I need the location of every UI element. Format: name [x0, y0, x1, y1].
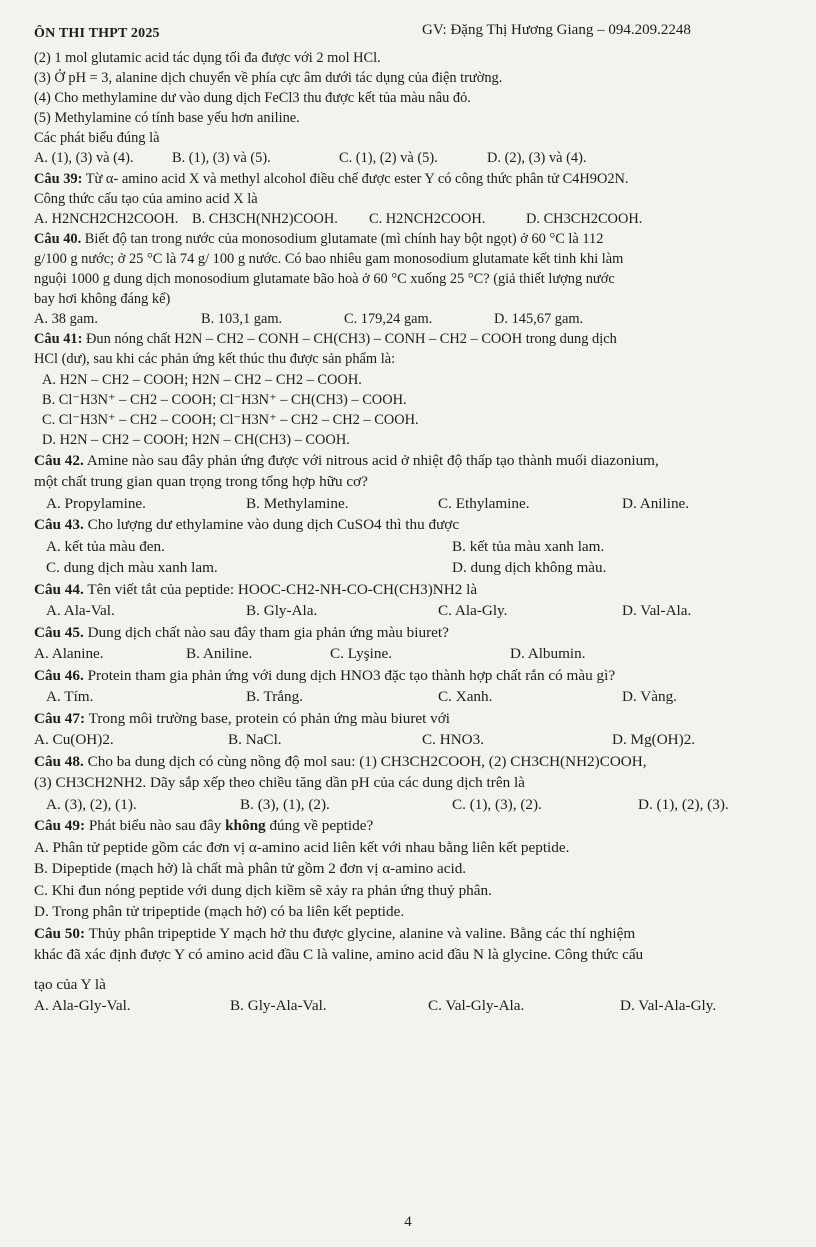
q38-option-c[interactable]: C. (1), (2) và (5). — [339, 150, 438, 167]
q47-option-c[interactable]: C. HNO3. — [422, 731, 485, 749]
q38-options — [34, 148, 802, 168]
q43-options-cd — [34, 557, 802, 579]
q50-line-1 — [34, 923, 802, 945]
q46-label: Câu 46. — [34, 666, 84, 684]
q48-option-b[interactable]: B. (3), (1), (2). — [240, 795, 330, 813]
q43-stem — [34, 514, 802, 536]
q48-label: Câu 48. — [34, 752, 84, 770]
q46-option-c[interactable]: C. Xanh. — [438, 688, 493, 706]
q40-line-2: g/100 g nước; ở 25 °C là 74 g/ 100 g nước. Có bao nhiêu gam monosodium glutamate kết tinh khi làm — [34, 250, 624, 267]
q50-text-1: Thủy phân tripeptide Y mạch hở thu được glycine, alanine và valine. Bằng các thí nghiệm — [88, 924, 636, 942]
statement-4: (4) Cho methylamine dư vào dung dịch FeCl3 thu được kết tủa màu nâu đỏ. — [34, 90, 471, 107]
q47-option-b[interactable]: B. NaCl. — [228, 731, 282, 749]
q42-option-d[interactable]: D. Aniline. — [622, 494, 690, 512]
q41-stem — [34, 329, 802, 349]
q50-options — [34, 995, 802, 1017]
q50-option-a[interactable]: A. Ala-Gly-Val. — [34, 997, 131, 1015]
q38-option-a[interactable]: A. (1), (3) và (4). — [34, 150, 134, 167]
q38-prompt: Các phát biểu đúng là — [34, 130, 160, 147]
q49-stem — [34, 815, 802, 837]
q47-stem — [34, 708, 802, 730]
q40-options — [34, 309, 802, 329]
q39-option-c[interactable]: C. H2NCH2COOH. — [369, 210, 486, 227]
q42-option-b[interactable]: B. Methylamine. — [246, 494, 349, 512]
q46-option-b[interactable]: B. Trắng. — [246, 688, 303, 706]
q44-stem — [34, 579, 802, 601]
q47-text: Trong môi trường base, protein có phản ứng màu biuret với — [88, 709, 450, 727]
q46-option-d[interactable]: D. Vàng. — [622, 688, 677, 706]
q46-stem — [34, 665, 802, 687]
q42-text-1: Amine nào sau đây phản ứng được với nitrous acid ở nhiệt độ thấp tạo thành muối diazonium, — [86, 451, 659, 469]
q50-label: Câu 50: — [34, 924, 86, 942]
q40-option-b[interactable]: B. 103,1 gam. — [201, 311, 283, 328]
q48-options — [34, 794, 802, 816]
q40-option-a[interactable]: A. 38 gam. — [34, 311, 98, 328]
q45-option-a[interactable]: A. Alanine. — [34, 645, 104, 663]
q46-text: Protein tham gia phản ứng với dung dịch HNO3 đặc tạo thành hợp chất rắn có màu gì? — [87, 666, 616, 684]
q49-text-post: đúng về peptide? — [265, 817, 374, 835]
q48-option-d[interactable]: D. (1), (2), (3). — [638, 795, 729, 813]
q45-options — [34, 643, 802, 665]
q43-option-b[interactable]: B. kết tủa màu xanh lam. — [452, 537, 605, 555]
q45-option-d[interactable]: D. Albumin. — [510, 645, 586, 663]
q48-option-a[interactable]: A. (3), (2), (1). — [46, 795, 137, 813]
question-list — [34, 48, 802, 1017]
q43-option-a[interactable]: A. kết tủa màu đen. — [46, 537, 165, 555]
q50-option-d[interactable]: D. Val-Ala-Gly. — [620, 997, 717, 1015]
q45-option-c[interactable]: C. Lyşine. — [330, 645, 393, 663]
header-title: ÔN THI THPT 2025 — [34, 26, 160, 41]
q43-text: Cho lượng dư ethylamine vào dung dịch CuSO4 thì thu được — [87, 516, 460, 534]
q39-text: Từ α- amino acid X và methyl alcohol điều chế được ester Y có công thức phân tử C4H9O2N. — [85, 170, 629, 187]
q39-stem — [34, 169, 802, 189]
statement-3: (3) Ở pH = 3, alanine dịch chuyển về phía cực âm dưới tác dụng của điện trường. — [34, 70, 503, 87]
q50-option-b[interactable]: B. Gly-Ala-Val. — [230, 997, 327, 1015]
page-header — [34, 22, 798, 48]
q41-option-d[interactable]: D. H2N – CH2 – COOH; H2N – CH(CH3) – COOH. — [42, 431, 350, 448]
q42-option-a[interactable]: A. Propylamine. — [46, 494, 146, 512]
q42-options — [34, 493, 802, 515]
q44-option-d[interactable]: D. Val-Ala. — [622, 602, 692, 620]
q49-label: Câu 49: — [34, 817, 86, 835]
q39-label: Câu 39: — [34, 170, 83, 187]
q47-option-d[interactable]: D. Mg(OH)2. — [612, 731, 696, 749]
q39-option-d[interactable]: D. CH3CH2COOH. — [526, 210, 643, 227]
q49-option-d[interactable]: D. Trong phân tử tripeptide (mạch hở) có ba liên kết peptide. — [34, 903, 405, 921]
q44-label: Câu 44. — [34, 580, 84, 598]
q38-option-d[interactable]: D. (2), (3) và (4). — [487, 150, 587, 167]
q39-options — [34, 209, 802, 229]
q41-option-c[interactable]: C. Cl⁻H3N⁺ – CH2 – COOH; Cl⁻H3N⁺ – CH2 – CH2 – COOH. — [42, 411, 419, 428]
q42-line-1 — [34, 450, 802, 472]
q39-option-a[interactable]: A. H2NCH2CH2COOH. — [34, 210, 179, 227]
q44-option-a[interactable]: A. Ala-Val. — [46, 602, 115, 620]
q40-option-d[interactable]: D. 145,67 gam. — [494, 311, 584, 328]
q46-option-a[interactable]: A. Tím. — [46, 688, 94, 706]
q39-option-b[interactable]: B. CH3CH(NH2)COOH. — [192, 210, 338, 227]
q41-label: Câu 41: — [34, 331, 83, 348]
q44-option-b[interactable]: B. Gly-Ala. — [246, 602, 318, 620]
q41-line-2: HCl (dư), sau khi các phản ứng kết thúc thu được sản phẩm là: — [34, 351, 396, 368]
q40-text-1: Biết độ tan trong nước của monosodium glutamate (mì chính hay bột ngọt) ở 60 °C là 112 — [84, 230, 604, 247]
q48-line-2: (3) CH3CH2NH2. Dãy sắp xếp theo chiều tăng dần pH của các dung dịch trên là — [34, 774, 525, 792]
q45-text: Dung dịch chất nào sau đây tham gia phản ứng màu biuret? — [87, 623, 449, 641]
q49-text-emphasis: không — [225, 817, 266, 835]
q44-option-c[interactable]: C. Ala-Gly. — [438, 602, 508, 620]
q50-option-c[interactable]: C. Val-Gly-Ala. — [428, 997, 525, 1015]
q45-option-b[interactable]: B. Aniline. — [186, 645, 253, 663]
q40-option-c[interactable]: C. 179,24 gam. — [344, 311, 433, 328]
q44-options — [34, 600, 802, 622]
q48-option-c[interactable]: C. (1), (3), (2). — [452, 795, 542, 813]
q50-line-3: tạo của Y là — [34, 975, 106, 993]
q43-option-d[interactable]: D. dung dịch không màu. — [452, 559, 607, 577]
statement-2: (2) 1 mol glutamic acid tác dụng tối đa được với 2 mol HCl. — [34, 50, 381, 66]
q40-line-1 — [34, 229, 802, 249]
q40-line-4: bay hơi không đáng kể) — [34, 291, 171, 308]
q50-line-2: khác đã xác định được Y có amino acid đầu C là valine, amino acid đầu N là glycine. Công thức cấu — [34, 946, 644, 964]
q44-text: Tên viết tắt của peptide: HOOC-CH2-NH-CO-CH(CH3)NH2 là — [87, 580, 478, 598]
q47-options — [34, 729, 802, 751]
q45-stem — [34, 622, 802, 644]
larger-text-block — [34, 450, 802, 1017]
q41-option-b[interactable]: B. Cl⁻H3N⁺ – CH2 – COOH; Cl⁻H3N⁺ – CH(CH3) – COOH. — [42, 391, 407, 408]
q47-label: Câu 47: — [34, 709, 86, 727]
q49-text-pre: Phát biểu nào sau đây — [88, 817, 226, 835]
q48-text: Cho ba dung dịch có cùng nồng độ mol sau: (1) CH3CH2COOH, (2) CH3CH(NH2)COOH, — [87, 752, 647, 770]
q48-stem — [34, 751, 802, 773]
q45-label: Câu 45. — [34, 623, 84, 641]
q41-text: Đun nóng chất H2N – CH2 – CONH – CH(CH3) – CONH – CH2 – COOH trong dung dịch — [85, 331, 617, 348]
q42-option-c[interactable]: C. Ethylamine. — [438, 494, 530, 512]
q40-label: Câu 40. — [34, 230, 82, 247]
q42-label: Câu 42. — [34, 451, 84, 469]
q46-options — [34, 686, 802, 708]
q43-option-c[interactable]: C. dung dịch màu xanh lam. — [46, 559, 218, 577]
q39-prompt: Công thức cấu tạo của amino acid X là — [34, 190, 258, 207]
q43-options-ab — [34, 536, 802, 558]
q42-line-2: một chất trung gian quan trọng trong tổng hợp hữu cơ? — [34, 473, 368, 491]
q49-option-b[interactable]: B. Dipeptide (mạch hở) là chất mà phân tử gồm 2 đơn vị α-amino acid. — [34, 860, 467, 878]
q40-line-3: nguội 1000 g dung dịch monosodium glutamate bão hoà ở 60 °C xuống 25 °C? (giả thiết lượng nước — [34, 271, 615, 288]
q38-option-b[interactable]: B. (1), (3) và (5). — [172, 150, 271, 167]
q43-label: Câu 43. — [34, 516, 84, 534]
header-teacher: GV: Đặng Thị Hương Giang – 094.209.2248 — [422, 22, 691, 38]
q49-option-c[interactable]: C. Khi đun nóng peptide với dung dịch kiềm sẽ xảy ra phản ứng thuỷ phân. — [34, 881, 492, 899]
statement-5: (5) Methylamine có tính base yếu hơn aniline. — [34, 110, 300, 127]
q41-option-a[interactable]: A. H2N – CH2 – COOH; H2N – CH2 – CH2 – COOH. — [42, 371, 362, 388]
q49-option-a[interactable]: A. Phân tử peptide gồm các đơn vị α-amino acid liên kết với nhau bằng liên kết peptide. — [34, 838, 570, 856]
q47-option-a[interactable]: A. Cu(OH)2. — [34, 731, 114, 749]
page-number: 4 — [404, 1214, 412, 1230]
